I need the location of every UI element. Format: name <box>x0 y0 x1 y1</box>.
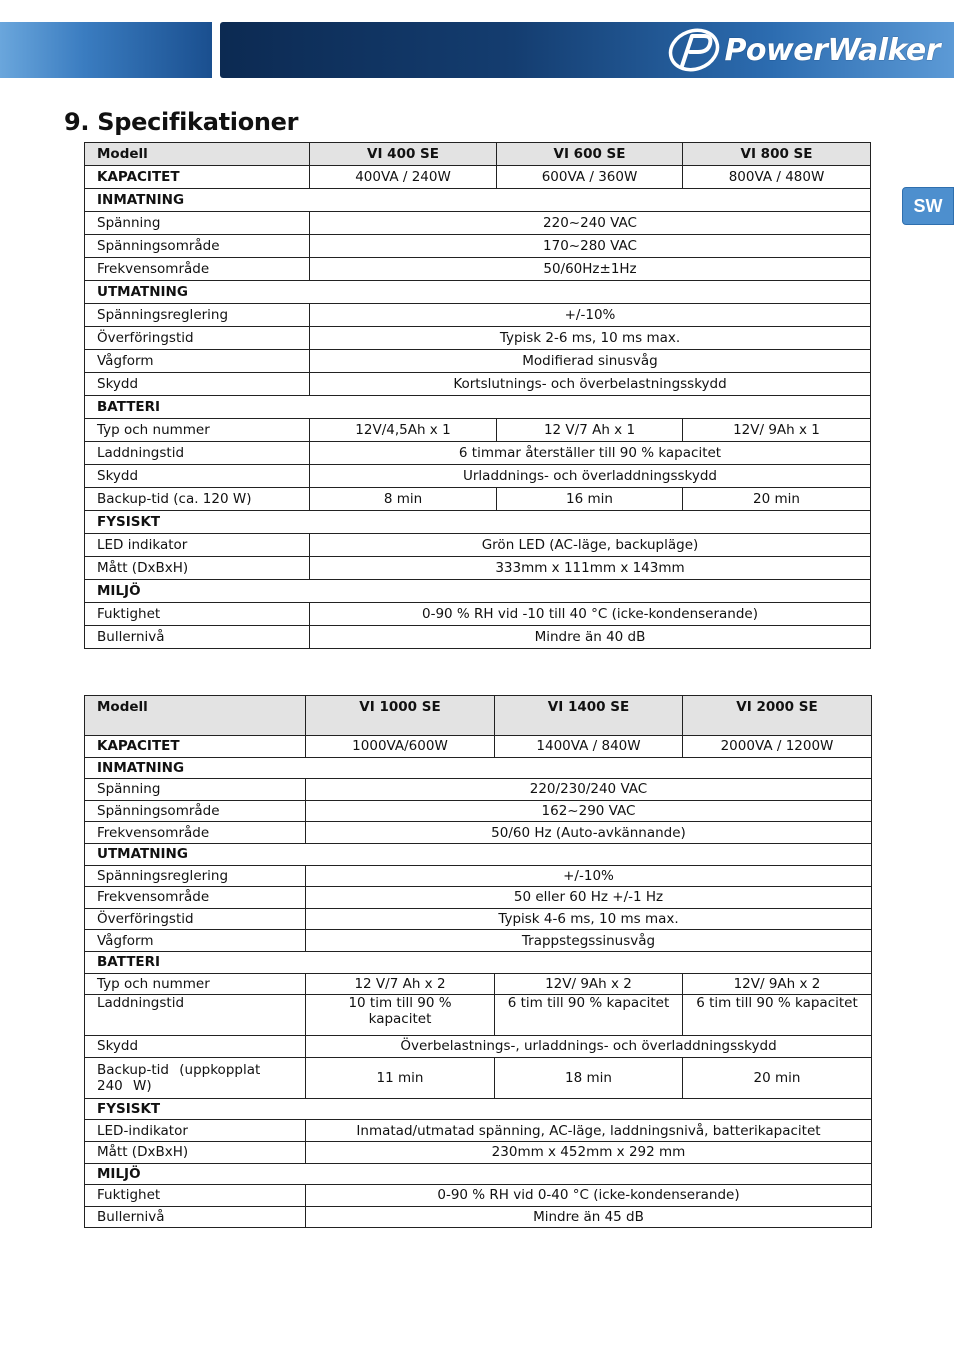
table-row <box>85 304 871 327</box>
section-row <box>85 843 872 865</box>
row-label: Typ och nummer <box>85 419 310 442</box>
table-row <box>85 887 872 909</box>
table-row <box>85 930 872 952</box>
cell-value: 16 min <box>497 488 683 511</box>
row-label: Bullernivå <box>85 1206 306 1228</box>
cell-value: 2000VA / 1200W <box>683 736 872 758</box>
cell-value: Typisk 4-6 ms, 10 ms max. <box>306 908 872 930</box>
cell-value: 1400VA / 840W <box>495 736 683 758</box>
table-row <box>85 1036 872 1058</box>
cell-value: Urladdnings- och överladdningsskydd <box>310 465 871 488</box>
section-row <box>85 511 871 534</box>
cell-value: +/-10% <box>310 304 871 327</box>
row-label: Skydd <box>85 373 310 396</box>
table-row <box>85 1057 872 1098</box>
section-heading: FYSISKT <box>85 1098 872 1120</box>
section-row <box>85 1098 872 1120</box>
row-label: Vågform <box>85 930 306 952</box>
table-row-header <box>85 696 872 736</box>
table-row <box>85 1206 872 1228</box>
section-heading: MILJÖ <box>85 580 871 603</box>
row-label: Laddningstid <box>85 442 310 465</box>
row-label: Typ och nummer <box>85 973 306 995</box>
row-label: KAPACITET <box>85 166 310 189</box>
cell-value: 20 min <box>683 488 871 511</box>
table-row <box>85 865 872 887</box>
table-row <box>85 800 872 822</box>
cell-value: 12 V/7 Ah x 2 <box>306 973 495 995</box>
row-label: Spänningsreglering <box>85 865 306 887</box>
header-cell: Modell <box>85 143 310 166</box>
cell-value: 12 V/7 Ah x 1 <box>497 419 683 442</box>
table-row <box>85 603 871 626</box>
brand-name: PowerWalker <box>724 32 940 68</box>
table-row <box>85 779 872 801</box>
header-band-left <box>0 22 212 78</box>
cell-value: Mindre än 40 dB <box>310 626 871 649</box>
row-label: Spänning <box>85 212 310 235</box>
row-label: Backup-tid (uppkopplat 240 W) <box>85 1057 306 1098</box>
powerwalker-logo-icon <box>666 28 722 72</box>
header-cell: VI 400 SE <box>310 143 497 166</box>
cell-value: 1000VA/600W <box>306 736 495 758</box>
cell-value: Mindre än 45 dB <box>306 1206 872 1228</box>
row-label: Bullernivå <box>85 626 310 649</box>
row-label: Frekvensområde <box>85 887 306 909</box>
row-label: Fuktighet <box>85 1185 306 1207</box>
table-row <box>85 465 871 488</box>
cell-value: 600VA / 360W <box>497 166 683 189</box>
cell-value: 170~280 VAC <box>310 235 871 258</box>
row-label: Mått (DxBxH) <box>85 557 310 580</box>
section-heading: UTMATNING <box>85 843 872 865</box>
section-heading: UTMATNING <box>85 281 871 304</box>
cell-value: 10 tim till 90 % kapacitet <box>306 995 495 1036</box>
row-label: Överföringstid <box>85 908 306 930</box>
language-tab[interactable]: SW <box>902 187 954 225</box>
cell-value: 50 eller 60 Hz +/-1 Hz <box>306 887 872 909</box>
section-row <box>85 580 871 603</box>
cell-value: 230mm x 452mm x 292 mm <box>306 1141 872 1163</box>
cell-value: Typisk 2-6 ms, 10 ms max. <box>310 327 871 350</box>
row-label: Spänningsreglering <box>85 304 310 327</box>
brand-logo <box>666 28 940 72</box>
row-label: KAPACITET <box>85 736 306 758</box>
cell-value: 12V/ 9Ah x 1 <box>683 419 871 442</box>
header-band <box>220 22 954 78</box>
section-heading: BATTERI <box>85 951 872 973</box>
section-row <box>85 396 871 419</box>
cell-value: 6 tim till 90 % kapacitet <box>683 995 872 1036</box>
cell-value: 50/60 Hz (Auto-avkännande) <box>306 822 872 844</box>
row-label: Skydd <box>85 465 310 488</box>
section-heading: FYSISKT <box>85 511 871 534</box>
table-row <box>85 419 871 442</box>
cell-value: 400VA / 240W <box>310 166 497 189</box>
header-cell: Modell <box>85 696 306 736</box>
table-row <box>85 350 871 373</box>
section-row <box>85 951 872 973</box>
cell-value: 220~240 VAC <box>310 212 871 235</box>
table-row <box>85 1185 872 1207</box>
table-row <box>85 1141 872 1163</box>
row-label: Vågform <box>85 350 310 373</box>
cell-value: 6 timmar återställer till 90 % kapacitet <box>310 442 871 465</box>
row-label: Spänningsområde <box>85 235 310 258</box>
spec-table-small-models <box>84 142 871 649</box>
row-label: Fuktighet <box>85 603 310 626</box>
table-row <box>85 166 871 189</box>
header-cell: VI 2000 SE <box>683 696 872 736</box>
row-label: LED-indikator <box>85 1120 306 1142</box>
table-row <box>85 327 871 350</box>
cell-value: 162~290 VAC <box>306 800 872 822</box>
row-label: Backup-tid (ca. 120 W) <box>85 488 310 511</box>
cell-value: 800VA / 480W <box>683 166 871 189</box>
section-row <box>85 1163 872 1185</box>
cell-value: 11 min <box>306 1057 495 1098</box>
section-heading: INMATNING <box>85 757 872 779</box>
header-cell: VI 600 SE <box>497 143 683 166</box>
table-row <box>85 373 871 396</box>
section-row <box>85 757 872 779</box>
header-cell: VI 1400 SE <box>495 696 683 736</box>
row-label: LED indikator <box>85 534 310 557</box>
row-label: Laddningstid <box>85 995 306 1036</box>
cell-value: 0-90 % RH vid 0-40 °C (icke-kondenserande) <box>306 1185 872 1207</box>
table-row <box>85 1120 872 1142</box>
row-label: Frekvensområde <box>85 258 310 281</box>
table-row-header <box>85 143 871 166</box>
row-label: Mått (DxBxH) <box>85 1141 306 1163</box>
cell-value: +/-10% <box>306 865 872 887</box>
header-cell: VI 1000 SE <box>306 696 495 736</box>
table-row <box>85 442 871 465</box>
cell-value: 333mm x 111mm x 143mm <box>310 557 871 580</box>
table-row <box>85 488 871 511</box>
row-label: Frekvensområde <box>85 822 306 844</box>
table-row <box>85 995 872 1036</box>
cell-value: Inmatad/utmatad spänning, AC-läge, laddningsnivå, batterikapacitet <box>306 1120 872 1142</box>
table-row <box>85 212 871 235</box>
table-row <box>85 258 871 281</box>
cell-value: 12V/4,5Ah x 1 <box>310 419 497 442</box>
row-label: Överföringstid <box>85 327 310 350</box>
row-label: Skydd <box>85 1036 306 1058</box>
row-label: Spänningsområde <box>85 800 306 822</box>
table-row <box>85 235 871 258</box>
table-row <box>85 557 871 580</box>
row-label: Spänning <box>85 779 306 801</box>
cell-value: 12V/ 9Ah x 2 <box>495 973 683 995</box>
section-heading: MILJÖ <box>85 1163 872 1185</box>
cell-value: 18 min <box>495 1057 683 1098</box>
cell-value: Grön LED (AC-läge, backupläge) <box>310 534 871 557</box>
spec-table-large-models <box>84 695 872 1228</box>
section-row <box>85 281 871 304</box>
cell-value: Kortslutnings- och överbelastningsskydd <box>310 373 871 396</box>
table-row <box>85 736 872 758</box>
table-row <box>85 626 871 649</box>
cell-value: 6 tim till 90 % kapacitet <box>495 995 683 1036</box>
cell-value: 8 min <box>310 488 497 511</box>
cell-value: 0-90 % RH vid -10 till 40 °C (icke-kondenserande) <box>310 603 871 626</box>
header-cell: VI 800 SE <box>683 143 871 166</box>
cell-value: Modifierad sinusvåg <box>310 350 871 373</box>
cell-value: 12V/ 9Ah x 2 <box>683 973 872 995</box>
table-row <box>85 908 872 930</box>
cell-value: 20 min <box>683 1057 872 1098</box>
cell-value: 50/60Hz±1Hz <box>310 258 871 281</box>
table-row <box>85 973 872 995</box>
section-heading: INMATNING <box>85 189 871 212</box>
page-title: 9. Specifikationer <box>64 108 299 136</box>
cell-value: 220/230/240 VAC <box>306 779 872 801</box>
cell-value: Trappstegssinusvåg <box>306 930 872 952</box>
cell-value: Överbelastnings-, urladdnings- och överladdningsskydd <box>306 1036 872 1058</box>
table-row <box>85 822 872 844</box>
section-row <box>85 189 871 212</box>
table-row <box>85 534 871 557</box>
section-heading: BATTERI <box>85 396 871 419</box>
